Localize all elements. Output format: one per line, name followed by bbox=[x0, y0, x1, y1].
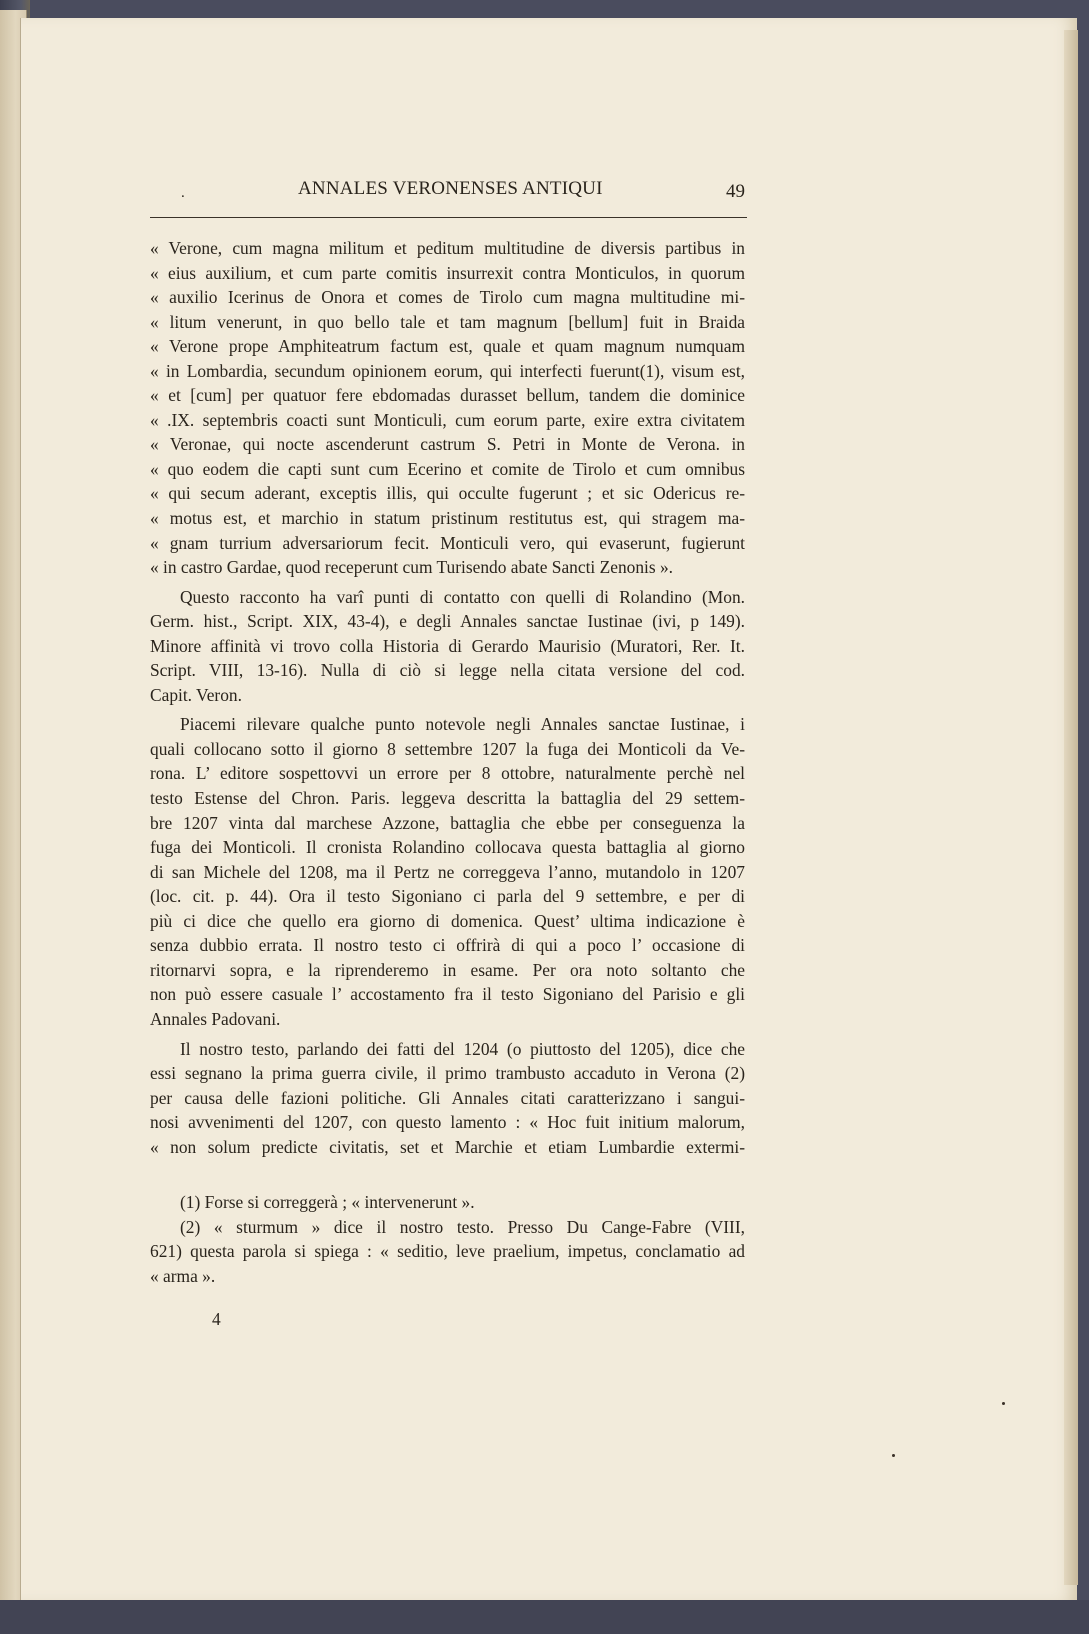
text-line: di san Michele del 1208, ma il Pertz ne correggeva l’anno, mutandolo in 1207 bbox=[150, 861, 745, 882]
text-line: (loc. cit. p. 44). Ora il testo Sigoniano ci parla del 9 settembre, e per di bbox=[150, 886, 745, 907]
body-text bbox=[150, 236, 745, 1159]
page-number: 49 bbox=[726, 181, 745, 202]
text-line: « Veronae, qui nocte ascenderunt castrum S. Petri in Monte de Verona. in bbox=[150, 434, 745, 455]
text-line: fuga dei Monticoli. Il cronista Rolandino collocava questa battaglia al giorno bbox=[150, 837, 745, 858]
text-line: « litum venerunt, in quo bello tale et tam magnum [bellum] fuit in Braida bbox=[150, 311, 745, 332]
running-head-dot: . bbox=[181, 185, 185, 201]
text-line: « motus est, et marchio in statum pristinum restitutus est, qui stragem ma- bbox=[150, 508, 745, 529]
signature-mark: 4 bbox=[212, 1309, 221, 1329]
scan-background-bottom bbox=[0, 1600, 1089, 1634]
text-line: testo Estense del Chron. Paris. leggeva descritta la battaglia del 29 settem- bbox=[150, 788, 745, 809]
page-fore-edge bbox=[1064, 30, 1078, 1585]
text-line: « in Lombardia, secundum opinionem eorum, qui interfecti fuerunt(1), visum est, bbox=[150, 360, 745, 381]
text-line: « qui secum aderant, exceptis illis, qui occulte fugerunt ; et sic Odericus re- bbox=[150, 483, 745, 504]
text-line: Germ. hist., Script. XIX, 43-4), e degli Annales sanctae Iustinae (ivi, p 149). bbox=[150, 611, 745, 632]
text-line: più ci dice che quello era giorno di domenica. Quest’ ultima indicazione è bbox=[150, 910, 745, 931]
text-line: « gnam turrium adversariorum fecit. Monticuli vero, qui evaserunt, fugierunt bbox=[150, 532, 745, 553]
text-line: « Verone prope Amphiteatrum factum est, quale et quam magnum numquam bbox=[150, 336, 745, 357]
text-line: senza dubbio errata. Il nostro testo ci offrirà di qui a poco l’ occasione di bbox=[150, 935, 745, 956]
text-line: nosi avvenimenti del 1207, con questo lamento : « Hoc fuit initium malorum, bbox=[150, 1112, 745, 1133]
text-line: quali collocano sotto il giorno 8 settembre 1207 la fuga dei Monticoli da Ve- bbox=[150, 738, 745, 759]
paper-speck bbox=[1002, 1402, 1005, 1405]
text-line: ritornarvi sopra, e la riprenderemo in esame. Per ora noto soltanto che bbox=[150, 959, 745, 980]
text-line: Il nostro testo, parlando dei fatti del 1204 (o piuttosto del 1205), dice che bbox=[180, 1038, 745, 1059]
text-line: « in castro Gardae, quod receperunt cum Turisendo abate Sancti Zenonis ». bbox=[150, 557, 674, 578]
text-line: Minore affinità vi trovo colla Historia di Gerardo Maurisio (Muratori, Rer. It. bbox=[150, 635, 745, 656]
footnote-line: (2) « sturmum » dice il nostro testo. Presso Du Cange-Fabre (VIII, bbox=[180, 1216, 745, 1237]
footnotes bbox=[150, 1190, 745, 1288]
text-line: « non solum predicte civitatis, set et Marchie et etiam Lumbardie extermi- bbox=[150, 1136, 745, 1157]
text-line: « Verone, cum magna militum et peditum multitudine de diversis partibus in bbox=[150, 238, 745, 258]
running-head bbox=[150, 178, 745, 206]
text-line: Questo racconto ha varî punti di contatto con quelli di Rolandino (Mon. bbox=[180, 586, 745, 607]
text-line: rona. L’ editore sospettovvi un errore per 8 ottobre, naturalmente perchè nel bbox=[150, 763, 745, 784]
paper-speck bbox=[892, 1454, 895, 1457]
text-line: « quo eodem die capti sunt cum Ecerino et comite de Tirolo et cum omnibus bbox=[150, 458, 745, 479]
footnote-line: (1) Forse si correggerà ; « intervenerunt ». bbox=[180, 1192, 475, 1212]
footnote-line: 621) questa parola si spiega : « seditio, leve praelium, impetus, conclamatio ad bbox=[150, 1241, 745, 1262]
text-line: « et [cum] per quatuor fere ebdomadas durasset bellum, tandem die dominice bbox=[150, 385, 745, 406]
header-rule bbox=[150, 217, 747, 218]
text-line: Annales Padovani. bbox=[150, 1008, 281, 1029]
text-line: « eius auxilium, et cum parte comitis insurrexit contra Monticulos, in quorum bbox=[150, 262, 745, 283]
text-line: essi segnano la prima guerra civile, il primo trambusto accaduto in Verona (2) bbox=[150, 1063, 745, 1084]
text-line: « .IX. septembris coacti sunt Monticuli, cum eorum parte, exire extra civitatem bbox=[150, 409, 745, 430]
text-line: bre 1207 vinta dal marchese Azzone, battaglia che ebbe per conseguenza la bbox=[150, 812, 745, 833]
text-line: Piacemi rilevare qualche punto notevole negli Annales sanctae Iustinae, i bbox=[180, 714, 745, 735]
text-line: Capit. Veron. bbox=[150, 684, 242, 705]
text-line: « auxilio Icerinus de Onora et comes de Tirolo cum magna multitudine mi- bbox=[150, 287, 745, 308]
text-line: Script. VIII, 13-16). Nulla di ciò si legge nella citata versione del cod. bbox=[150, 660, 745, 681]
running-title: ANNALES VERONENSES ANTIQUI bbox=[298, 178, 603, 199]
footnote-line: « arma ». bbox=[150, 1265, 216, 1286]
text-line: non può essere casuale l’ accostamento fra il testo Sigoniano del Parisio e gli bbox=[150, 984, 745, 1005]
text-line: per causa delle fazioni politiche. Gli Annales citati caratterizzano i sangui- bbox=[150, 1087, 745, 1108]
